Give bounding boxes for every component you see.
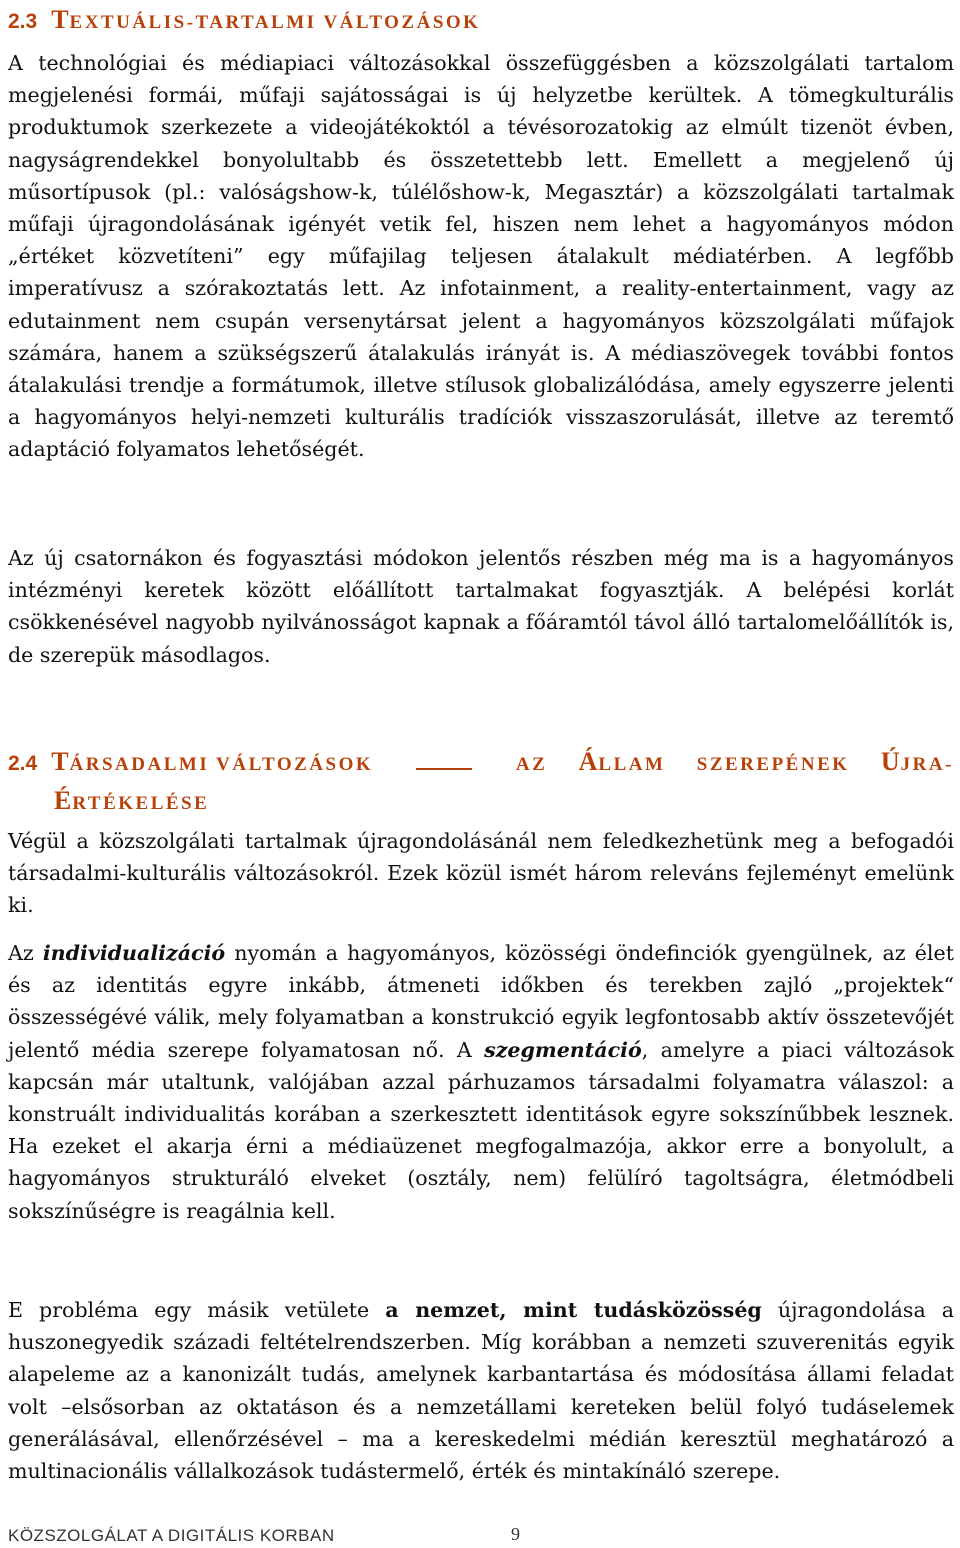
section-title-part: SZEREPÉNEK [696, 754, 850, 775]
section-title-initial: É [54, 786, 73, 815]
section-heading-2-3 [8, 4, 954, 39]
section-title-initial: T [51, 747, 70, 776]
section-title-part: ÁRSADALMI VÁLTOZÁSOK [69, 754, 374, 775]
section-title-part: JRA- [900, 754, 954, 775]
paragraph [8, 937, 954, 1227]
title-dash [416, 768, 472, 770]
section-title-initial: T [51, 5, 70, 34]
paragraph [8, 1294, 954, 1487]
emphasized-term: szegmentáció [484, 1037, 642, 1062]
text-run: Az [8, 941, 43, 965]
section-title-part: RTÉKELÉSE [72, 793, 210, 814]
emphasized-term: individualizáció [42, 941, 226, 965]
section-title-part: Z [532, 754, 548, 775]
section-heading-line-2 [54, 783, 954, 822]
page-footer [8, 1526, 528, 1546]
section-title-part: LLAM [598, 754, 666, 775]
section-number: 2.3 [8, 10, 38, 33]
paragraph: A technológiai és médiapiaci változásokkal összefüggésben a közszolgálati tartalom megjelenési formái, műfaji sajátosságai is új helyzetbe kerültek. A tömegkulturális produktumok szerkezete a videojátékoktól a tévésorozatokig az elmúlt tizenöt évben, nagyságrendekkel bonyolultabb és összetettebb lett. Emellett a megjelenő új műsortípusok (pl.: valóságshow-k, túlélőshow-k, Megasztár) a közszolgálati tartalmak műfaji újragondolásának igényét vetik fel, hiszen nem lehet a hagyományos módon „értéket közvetíteni” egy műfajilag teljesen átalakult médiatérben. A legfőbb imperatívusz a szórakoztatás lett. Az infotainment, a reality-entertainment, vagy az edutainment nem csupán versenytársat jelent a hagyományos közszolgálati műfajok számára, hanem a szükségszerű átalakulás irányát is. A médiaszövegek további fontos átalakulási trendje a formátumok, illetve stílusok globalizálódása, amely egyszerre jelenti a hagyományos helyi-nemzeti kulturális tradíciók visszaszorulását, illetve az teremtő adaptáció folyamatos lehetőségét. [8, 51, 954, 462]
text-run: E probléma egy másik vetülete [8, 1298, 386, 1322]
paragraph: Az új csatornákon és fogyasztási módokon jelentős részben még ma is a hagyományos intézményi keretek között előállított tartalmakat fogyasztják. A belépési korlát csökkenésével nagyobb nyilvánosságot kapnak a főáramtól távol álló tartalomelőállítók is, de szerepük másodlagos. [8, 546, 954, 667]
section-heading-2-4 [8, 744, 954, 822]
section-title-initial: Ú [880, 747, 901, 776]
running-title: KÖZSZOLGÁLAT A DIGITÁLIS KORBAN [8, 1526, 335, 1545]
section-number: 2.4 [8, 752, 38, 775]
section-title-initial: Á [578, 747, 599, 776]
paragraph: Végül a közszolgálati tartalmak újragondolásánál nem feledkezhetünk meg a befogadói társadalmi-kulturális változásokról. Ezek közül ismét három releváns fejleményt emelünk ki. [8, 829, 954, 918]
bold-phrase: a nemzet, mint tudásközösség [385, 1298, 762, 1322]
section-title-rest: EXTUÁLIS-TARTALMI VÁLTOZÁSOK [69, 12, 481, 33]
text-run: újragondolása a huszonegyedik századi feltételrendszerben. Míg korábban a nemzeti szuverenitás egyik alapeleme az a kanonizált tudás, amelynek karbantartása és módosítása állami feladat volt –elsősorban az oktatáson és a nemzetállami kereteken belül folyó tudáselemek generálásával, ellenőrzésével – ma a kereskedelmi médián keresztül meghatározó a multinacionális vállalkozások tudástermelő, érték és mintakínáló szerepe. [8, 1298, 954, 1484]
section-heading-line-1 [8, 744, 954, 783]
section-title-part: A [515, 754, 533, 775]
text-run: , amelyre a piaci változások kapcsán már utaltunk, valójában azzal párhuzamos társadalmi folyamatra válaszol: a konstruált individualitás korában a szerkesztett identitások egyre sokszínűbbek lesznek. Ha ezeket el akarja érni a médiaüzenet megfogalmazója, akkor erre a bonyolult, a hagyományos strukturáló elveket (osztály, nem) felülíró tagoltságra, életmódbeli sokszínűségre is reagálnia kell. [8, 1037, 954, 1223]
page-number: 9 [511, 1524, 521, 1544]
text-run: nyomán a hagyományos, közösségi öndefinciók gyengülnek, az élet és az identitás egyre inkább, átmeneti időkben és terekben zajló „projektek“ összességévé válik, mely folyamatban a konstrukció egyik legfontosabb aktív összetevőjét jelentő média szerepe folyamatosan nő. A [8, 941, 954, 1062]
